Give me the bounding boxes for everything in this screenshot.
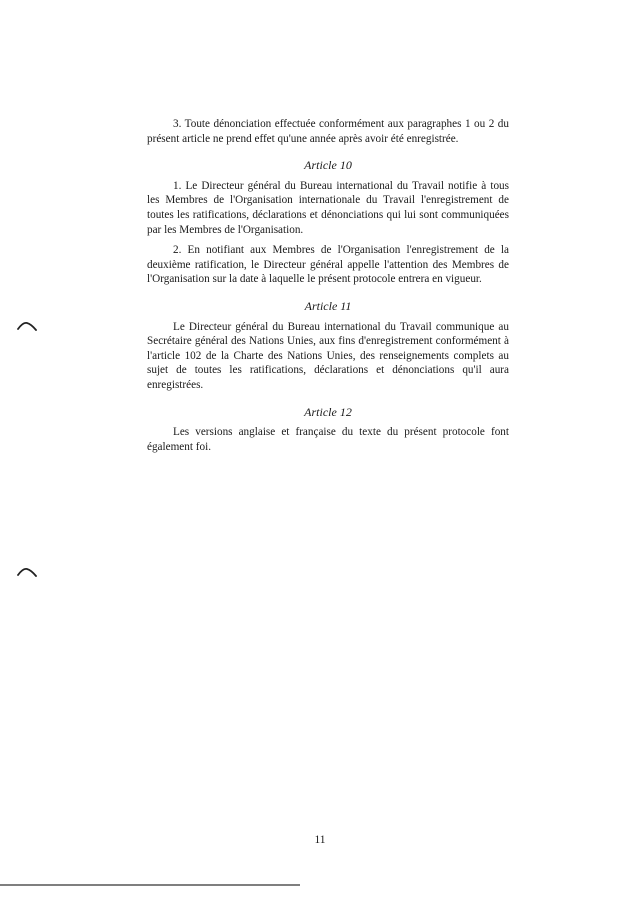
article12-paragraph: Les versions anglaise et française du texte du présent protocole font également foi. [147, 426, 509, 453]
margin-hole-mark-icon [17, 567, 37, 577]
article10-paragraph-2: 2. En notifiant aux Membres de l'Organisation l'enregistrement de la deuxième ratification, le Directeur général appelle l'attention des Membres de l'Organisation sur la date à laquelle le présent protocole entrera en vigueur. [147, 244, 509, 286]
document-body [147, 117, 509, 460]
article9-paragraph-3: 3. Toute dénonciation effectuée conformément aux paragraphes 1 ou 2 du présent article ne prend effet qu'une année après avoir été enregistrée. [147, 118, 509, 145]
article10-paragraph-1: 1. Le Directeur général du Bureau international du Travail notifie à tous les Membres de l'Organisation internationale du Travail l'enregistrement de toutes les ratifications, déclarations et dénonciations qui lui sont communiquées par les Membres de l'Organisation. [147, 179, 509, 236]
bottom-scan-line [0, 884, 300, 886]
margin-hole-mark-icon [17, 321, 37, 331]
article12-heading: Article 12 [304, 404, 352, 419]
page-number: 11 [314, 834, 326, 846]
article11-paragraph: Le Directeur général du Bureau international du Travail communique au Secrétaire général des Nations Unies, aux fins d'enregistrement conformément à l'article 102 de la Charte des Nations Unies, des renseignements complets au sujet de toutes les ratifications, déclarations et dénonciations qu'il aura enregistrées. [147, 320, 509, 391]
article10-heading: Article 10 [304, 158, 352, 173]
article11-heading: Article 11 [304, 298, 352, 313]
